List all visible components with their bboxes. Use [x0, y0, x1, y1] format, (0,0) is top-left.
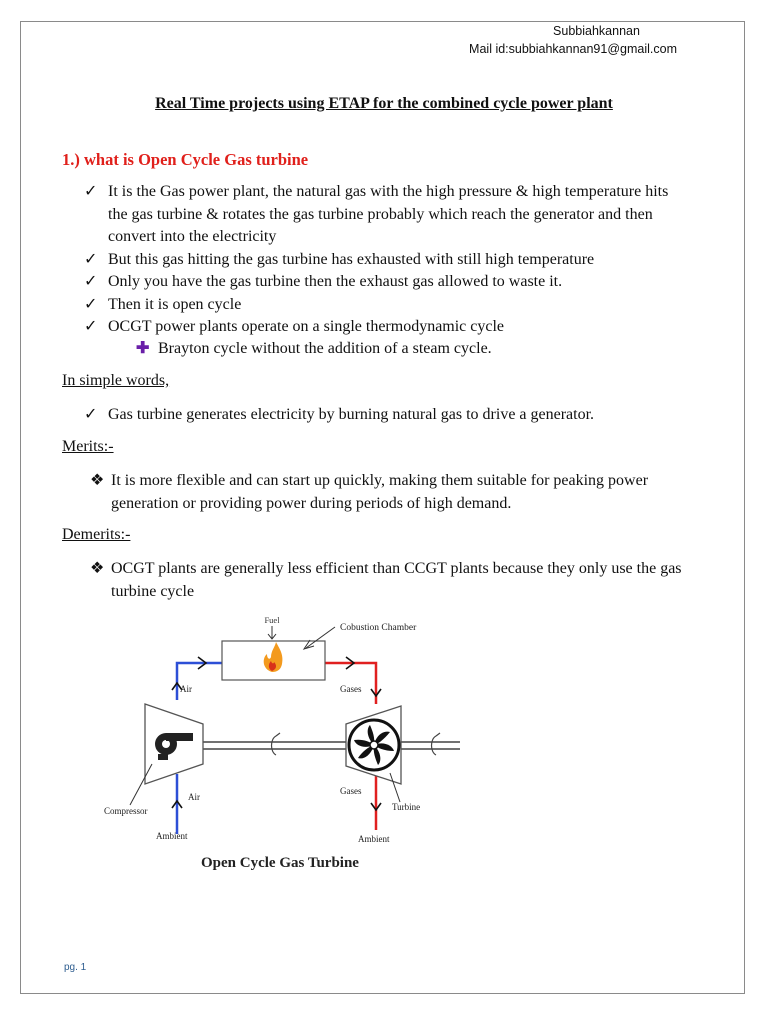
section-heading-ocgt: 1.) what is Open Cycle Gas turbine — [62, 150, 309, 169]
check-icon: ✓ — [84, 250, 98, 268]
air-label-top: Air — [180, 684, 192, 694]
fuel-label: Fuel — [264, 615, 280, 625]
check-icon: ✓ — [84, 406, 98, 423]
compressor-label: Compressor — [104, 806, 148, 816]
demerits-point: ❖ OCGT plants are generally less efficient than CCGT plants because they only use the gas turbine cycle — [90, 560, 682, 600]
ambient-label-right: Ambient — [358, 834, 390, 844]
simple-words-label: In simple words, — [62, 372, 170, 389]
rotation-arrow-icon — [272, 733, 281, 755]
check-icon: ✓ — [84, 295, 98, 313]
plus-bullet-icon: ✚ — [136, 340, 150, 357]
list-item: ✓ But this gas hitting the gas turbine has exhausted with still high temperature — [84, 249, 684, 272]
list-item: ✓ OCGT power plants operate on a single thermodynamic cycle — [84, 316, 684, 339]
turbine-label: Turbine — [392, 802, 421, 812]
check-icon: ✓ — [84, 273, 98, 290]
compressor-base — [158, 754, 168, 760]
list-item: ✓ It is the Gas power plant, the natural gas with the high pressure & high temperature hits the gas turbine & rotates the gas turbine probably which reach the generator and then convert into the electricity — [84, 183, 669, 245]
ocgt-points-list — [84, 181, 684, 339]
list-item: ✓ Only you have the gas turbine then the exhaust gas allowed to waste it. — [84, 271, 684, 294]
ocgt-diagram — [100, 612, 480, 876]
page-number: pg. 1 — [64, 962, 87, 973]
ambient-label-left: Ambient — [156, 831, 188, 841]
author-name: Subbiahkannan — [553, 24, 640, 38]
list-item: ✓ Then it is open cycle — [84, 294, 684, 317]
diamond-bullet-icon: ❖ — [90, 472, 105, 489]
author-mail: Mail id:subbiahkannan91@gmail.com — [469, 42, 677, 56]
gases-label-bottom: Gases — [340, 786, 362, 796]
compressor-outlet — [166, 733, 193, 741]
merits-point: ❖ It is more flexible and can start up quickly, making them suitable for peaking power generation or providing power during periods of high demand. — [90, 472, 649, 512]
check-icon: ✓ — [84, 318, 98, 335]
compressor-pointer — [130, 764, 152, 805]
gases-label-top: Gases — [340, 684, 362, 694]
author-block — [469, 22, 677, 58]
diagram-caption: Open Cycle Gas Turbine — [201, 855, 359, 871]
document-title: Real Time projects using ETAP for the combined cycle power plant — [155, 95, 613, 112]
simple-words-point: ✓ Gas turbine generates electricity by burning natural gas to drive a generator. — [84, 404, 728, 427]
diamond-bullet-icon: ❖ — [90, 560, 105, 577]
sub-point-brayton: ✚ Brayton cycle without the addition of a steam cycle. — [136, 338, 492, 361]
compressor-hub — [162, 740, 170, 748]
check-icon: ✓ — [84, 183, 98, 200]
air-label-bottom: Air — [188, 792, 200, 802]
rotation-arrow-icon — [432, 733, 441, 755]
merits-label: Merits:- — [62, 438, 114, 455]
combustion-chamber-label: Cobustion Chamber — [340, 623, 417, 633]
turbine-hub — [370, 741, 378, 749]
demerits-label: Demerits:- — [62, 526, 131, 543]
